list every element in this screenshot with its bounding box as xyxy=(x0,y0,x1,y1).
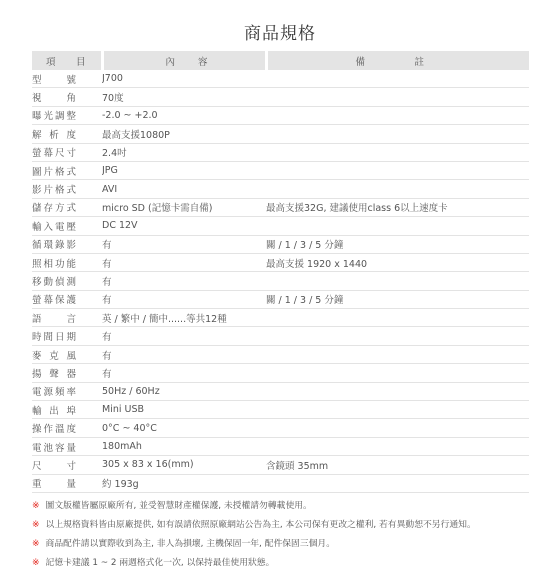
spec-value: 最高支援1080P xyxy=(102,125,266,143)
spec-value: 50Hz / 60Hz xyxy=(102,382,266,400)
spec-label: 電源頻率 xyxy=(32,387,76,399)
spec-label: 視角 xyxy=(32,93,76,105)
note-item xyxy=(32,497,552,516)
spec-value: Mini USB xyxy=(102,401,266,419)
spec-note: 最高支援32G, 建議使用class 6以上速度卡 xyxy=(266,198,529,216)
spec-row xyxy=(32,253,529,271)
spec-label-cell xyxy=(32,437,102,455)
spec-label: 曝光調整 xyxy=(32,111,76,123)
spec-row xyxy=(32,106,529,124)
header-item: 項 目 xyxy=(32,51,102,70)
spec-note xyxy=(266,345,529,363)
notes-list xyxy=(32,497,552,573)
spec-label: 型號 xyxy=(32,74,76,86)
note-mark: ※ xyxy=(32,501,40,511)
spec-label: 操作溫度 xyxy=(32,424,76,436)
spec-label: 儲存方式 xyxy=(32,203,76,215)
spec-row xyxy=(32,235,529,253)
spec-label-cell xyxy=(32,419,102,437)
spec-note: 含鏡頭 35mm xyxy=(266,456,529,474)
spec-row xyxy=(32,309,529,327)
spec-note xyxy=(266,88,529,106)
spec-label: 尺寸 xyxy=(32,460,76,472)
spec-row xyxy=(32,161,529,179)
spec-note xyxy=(266,161,529,179)
spec-label: 揚聲器 xyxy=(32,368,76,380)
spec-value: 305 x 83 x 16(mm) xyxy=(102,456,266,474)
note-mark: ※ xyxy=(32,558,40,568)
spec-table-header xyxy=(32,51,529,70)
spec-value: JPG xyxy=(102,161,266,179)
spec-note: 關 / 1 / 3 / 5 分鐘 xyxy=(266,235,529,253)
note-mark: ※ xyxy=(32,520,40,530)
note-text: 圖文版權皆屬原廠所有, 並受智慧財產權保護, 未授權請勿轉載使用。 xyxy=(45,501,312,511)
spec-note xyxy=(266,143,529,161)
spec-note xyxy=(266,217,529,235)
spec-note: 最高支援 1920 x 1440 xyxy=(266,253,529,271)
spec-row xyxy=(32,217,529,235)
spec-label: 螢幕尺寸 xyxy=(32,148,76,160)
spec-row xyxy=(32,364,529,382)
spec-row xyxy=(32,180,529,198)
spec-row xyxy=(32,272,529,290)
spec-value: 有 xyxy=(102,235,266,253)
spec-note xyxy=(266,419,529,437)
spec-row xyxy=(32,382,529,400)
note-item xyxy=(32,535,552,554)
spec-label-cell xyxy=(32,364,102,382)
spec-value: 約 193g xyxy=(102,474,266,492)
spec-label-cell xyxy=(32,456,102,474)
spec-label: 重量 xyxy=(32,479,76,491)
spec-label-cell xyxy=(32,88,102,106)
spec-label: 移動偵測 xyxy=(32,276,76,288)
spec-label: 電池容量 xyxy=(32,442,76,454)
spec-value: 有 xyxy=(102,272,266,290)
spec-label-cell xyxy=(32,143,102,161)
spec-value: 有 xyxy=(102,327,266,345)
spec-label: 影片格式 xyxy=(32,185,76,197)
spec-label-cell xyxy=(32,217,102,235)
spec-note xyxy=(266,106,529,124)
spec-note xyxy=(266,364,529,382)
spec-row xyxy=(32,474,529,492)
spec-note xyxy=(266,272,529,290)
spec-label-cell xyxy=(32,401,102,419)
note-item xyxy=(32,516,552,535)
spec-label-cell xyxy=(32,474,102,492)
spec-label-cell xyxy=(32,327,102,345)
spec-value: 有 xyxy=(102,345,266,363)
note-text: 記憶卡建議 1 ~ 2 兩週格式化一次, 以保持最佳使用狀態。 xyxy=(45,558,275,568)
spec-value: J700 xyxy=(102,70,266,88)
spec-row xyxy=(32,327,529,345)
spec-label: 圖片格式 xyxy=(32,166,76,178)
spec-value: 有 xyxy=(102,290,266,308)
spec-value: DC 12V xyxy=(102,217,266,235)
spec-label: 語言 xyxy=(32,313,76,325)
spec-note xyxy=(266,180,529,198)
spec-label-cell xyxy=(32,382,102,400)
spec-value: 英 / 繁中 / 簡中......等共12種 xyxy=(102,309,266,327)
spec-note xyxy=(266,437,529,455)
spec-label: 輸入電壓 xyxy=(32,221,76,233)
note-item xyxy=(32,554,552,573)
spec-value: 0°C ~ 40°C xyxy=(102,419,266,437)
spec-value: 70度 xyxy=(102,88,266,106)
note-mark: ※ xyxy=(32,539,40,549)
spec-label-cell xyxy=(32,272,102,290)
spec-note xyxy=(266,382,529,400)
spec-row xyxy=(32,456,529,474)
spec-value: 180mAh xyxy=(102,437,266,455)
spec-note xyxy=(266,309,529,327)
spec-label: 解析度 xyxy=(32,129,76,141)
spec-row xyxy=(32,437,529,455)
spec-label: 照相功能 xyxy=(32,258,76,270)
spec-label-cell xyxy=(32,290,102,308)
spec-label-cell xyxy=(32,70,102,88)
spec-row xyxy=(32,125,529,143)
spec-value: 2.4吋 xyxy=(102,143,266,161)
header-content: 內 容 xyxy=(102,51,266,70)
header-note: 備 註 xyxy=(266,51,529,70)
spec-label-cell xyxy=(32,198,102,216)
spec-value: AVI xyxy=(102,180,266,198)
spec-row xyxy=(32,70,529,88)
spec-label-cell xyxy=(32,125,102,143)
page-title: 商品規格 xyxy=(244,24,316,44)
spec-label-cell xyxy=(32,180,102,198)
spec-value: micro SD (記憶卡需自備) xyxy=(102,198,266,216)
spec-label: 螢幕保護 xyxy=(32,295,76,307)
spec-row xyxy=(32,290,529,308)
spec-row xyxy=(32,419,529,437)
spec-label: 輸出埠 xyxy=(32,405,76,417)
spec-note xyxy=(266,474,529,492)
spec-label: 時間日期 xyxy=(32,332,76,344)
spec-label: 循環錄影 xyxy=(32,240,76,252)
spec-note xyxy=(266,401,529,419)
spec-note xyxy=(266,327,529,345)
spec-label-cell xyxy=(32,161,102,179)
spec-value: 有 xyxy=(102,364,266,382)
spec-label-cell xyxy=(32,309,102,327)
spec-row xyxy=(32,143,529,161)
spec-row xyxy=(32,198,529,216)
spec-label-cell xyxy=(32,253,102,271)
spec-value: -2.0 ~ +2.0 xyxy=(102,106,266,124)
spec-label-cell xyxy=(32,106,102,124)
spec-note: 關 / 1 / 3 / 5 分鐘 xyxy=(266,290,529,308)
spec-label: 麥克風 xyxy=(32,350,76,362)
spec-label-cell xyxy=(32,235,102,253)
note-text: 以上規格資料皆由原廠提供, 如有誤請依照原廠網站公告為主, 本公司保有更改之權利, 若有異動恕不另行通知。 xyxy=(45,520,476,530)
spec-value: 有 xyxy=(102,253,266,271)
spec-row xyxy=(32,345,529,363)
spec-label-cell xyxy=(32,345,102,363)
spec-row xyxy=(32,88,529,106)
spec-note xyxy=(266,125,529,143)
spec-note xyxy=(266,70,529,88)
note-text: 商品配件請以實際收到為主, 非人為損壞, 主機保固一年, 配件保固三個月。 xyxy=(45,539,336,549)
spec-row xyxy=(32,401,529,419)
spec-table xyxy=(32,51,529,493)
